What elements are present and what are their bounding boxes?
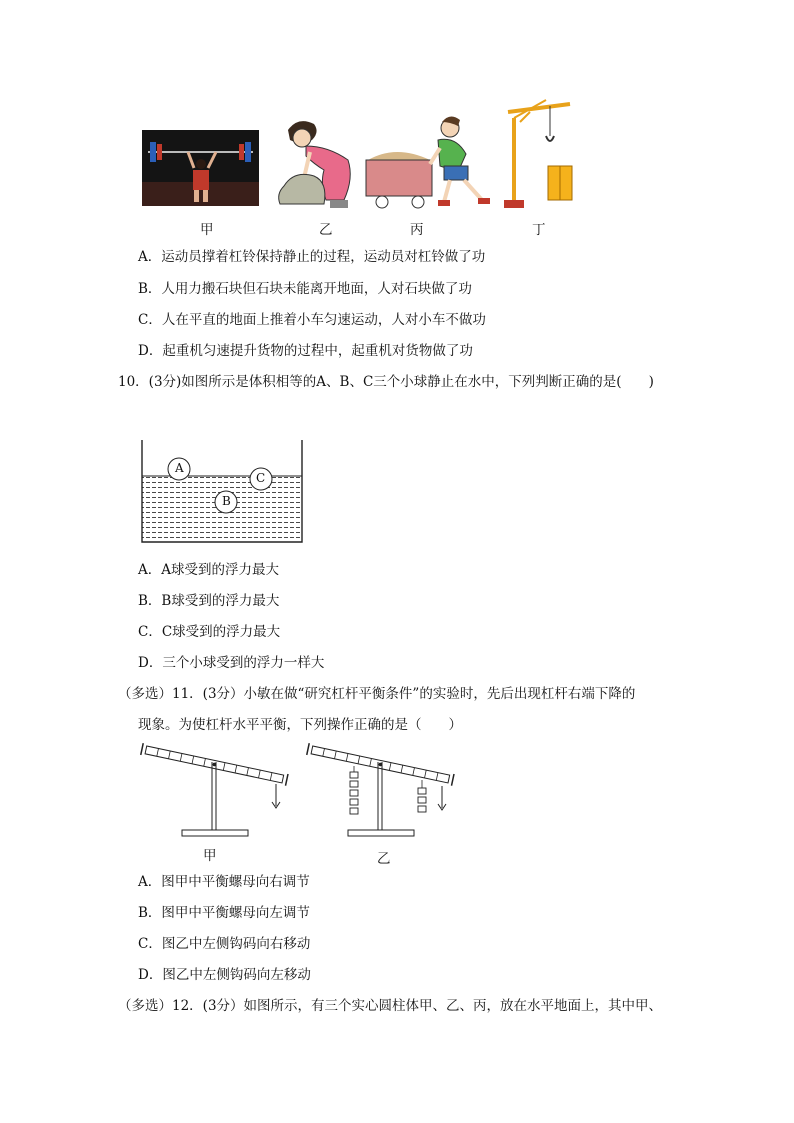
figure-caption-yi: 乙 bbox=[319, 222, 333, 238]
figure-caption-bing: 丙 bbox=[410, 222, 424, 238]
q9-option-a[interactable]: A．运动员撑着杠铃保持静止的过程，运动员对杠铃做了功 bbox=[138, 249, 486, 265]
crane-illustration bbox=[500, 100, 574, 212]
q9-option-b[interactable]: B．人用力搬石块但石块未能离开地面，人对石块做了功 bbox=[138, 281, 472, 297]
lever-diagram-jia bbox=[140, 742, 300, 842]
q10-stem: 10．(3分)如图所示是体积相等的A、B、C三个小球静止在水中，下列判断正确的是( ) bbox=[118, 374, 654, 390]
figure-caption-ding: 丁 bbox=[532, 222, 546, 238]
q10-option-a[interactable]: A．A球受到的浮力最大 bbox=[138, 562, 279, 578]
woman-lifting-rock-illustration bbox=[270, 116, 360, 212]
q9-option-c[interactable]: C．人在平直的地面上推着小车匀速运动，人对小车不做功 bbox=[138, 312, 486, 328]
q11-option-a[interactable]: A．图甲中平衡螺母向右调节 bbox=[138, 874, 310, 890]
ball-label-b: B bbox=[222, 494, 231, 508]
weightlifter-illustration bbox=[142, 130, 259, 206]
q11-option-b[interactable]: B．图甲中平衡螺母向左调节 bbox=[138, 905, 310, 921]
weightlifter-photo bbox=[142, 130, 259, 206]
lever-caption-yi: 乙 bbox=[377, 851, 391, 867]
q11-stem-line2: 现象。为使杠杆水平平衡，下列操作正确的是（ ） bbox=[138, 717, 462, 733]
lever-caption-jia: 甲 bbox=[203, 848, 217, 864]
water-container-diagram bbox=[140, 440, 304, 546]
boy-pushing-cart-illustration bbox=[364, 114, 500, 210]
q11-option-c[interactable]: C．图乙中左侧钩码向右移动 bbox=[138, 936, 311, 952]
ball-label-c: C bbox=[256, 471, 266, 485]
lever-diagram-yi bbox=[306, 742, 466, 842]
q10-option-d[interactable]: D．三个小球受到的浮力一样大 bbox=[138, 655, 325, 671]
figure-caption-jia: 甲 bbox=[200, 222, 214, 238]
q11-stem-line1: （多选）11．(3分）小敏在做“研究杠杆平衡条件”的实验时，先后出现杠杆右端下降的 bbox=[118, 686, 636, 702]
ball-label-a: A bbox=[175, 461, 184, 475]
q9-option-d[interactable]: D．起重机匀速提升货物的过程中，起重机对货物做了功 bbox=[138, 343, 473, 359]
q11-option-d[interactable]: D．图乙中左侧钩码向左移动 bbox=[138, 967, 311, 983]
q10-option-c[interactable]: C．C球受到的浮力最大 bbox=[138, 624, 281, 640]
q10-option-b[interactable]: B．B球受到的浮力最大 bbox=[138, 593, 280, 609]
q12-stem: （多选）12．(3分）如图所示，有三个实心圆柱体甲、乙、丙，放在水平地面上，其中甲、 bbox=[118, 998, 663, 1014]
